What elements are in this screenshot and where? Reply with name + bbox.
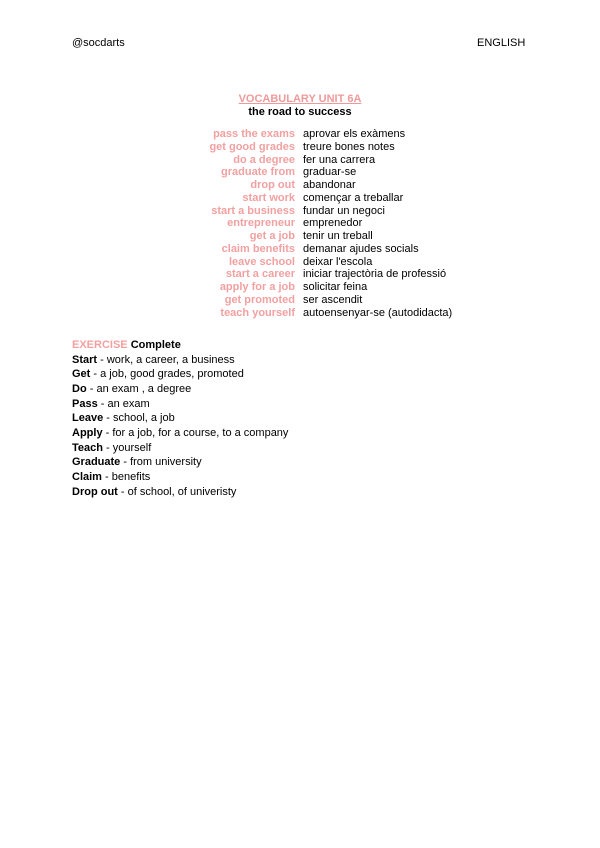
vocab-row — [150, 256, 530, 269]
vocab-term: get promoted — [224, 293, 295, 306]
exercise-collocations: - from university — [120, 456, 202, 469]
vocab-translation: deixar l'escola — [303, 255, 373, 268]
exercise-verb: Claim — [72, 471, 102, 484]
vocab-translation: abandonar — [303, 179, 356, 191]
exercise-collocations: - an exam — [97, 397, 150, 410]
exercise-verb: Get — [72, 368, 91, 381]
vocab-row — [150, 179, 530, 192]
vocab-row — [150, 141, 530, 154]
vocab-translation: començar a treballar — [303, 191, 404, 204]
exercise-verb: Start — [72, 353, 98, 366]
exercise-item — [72, 441, 288, 456]
exercise-item — [72, 382, 288, 397]
vocab-translation: solicitar feina — [303, 281, 368, 293]
vocab-term: get good grades — [209, 140, 295, 153]
exercise-collocations: - work, a career, a business — [97, 353, 235, 366]
exercise-collocations: - benefits — [101, 471, 151, 484]
vocab-row — [150, 307, 530, 320]
vocabulary-list — [150, 128, 530, 319]
vocab-term: do a degree — [233, 153, 295, 166]
exercise-verb: Do — [72, 382, 87, 395]
exercise-item — [72, 426, 288, 441]
exercise-label: EXERCISE — [72, 339, 128, 351]
vocab-translation: autoensenyar-se (autodidacta) — [303, 306, 453, 319]
vocab-translation: fer una carrera — [303, 153, 376, 166]
vocab-term: entrepreneur — [227, 217, 295, 230]
vocab-translation: emprenedor — [303, 217, 363, 230]
exercise-verb: Teach — [72, 441, 103, 454]
vocab-translation: treure bones notes — [303, 140, 395, 153]
vocab-translation: ser ascendit — [303, 293, 363, 306]
vocab-row — [150, 281, 530, 294]
vocab-term: start a career — [225, 268, 295, 281]
vocab-row — [150, 154, 530, 167]
vocab-translation: iniciar trajectòria de professió — [303, 268, 447, 281]
vocab-translation: fundar un negoci — [303, 204, 385, 217]
exercise-verb: Leave — [72, 412, 104, 425]
vocab-row — [150, 217, 530, 230]
vocab-row — [150, 230, 530, 243]
header-subject: ENGLISH — [477, 37, 526, 49]
vocab-term: graduate from — [221, 166, 295, 179]
vocab-term: claim benefits — [221, 242, 295, 255]
vocab-translation: tenir un treball — [303, 230, 373, 242]
exercise-item — [72, 485, 288, 500]
exercise-item — [72, 411, 288, 426]
exercise-item — [72, 397, 288, 412]
vocab-term: get a job — [249, 230, 295, 242]
page-subtitle: the road to success — [248, 106, 352, 118]
exercise-collocations: - for a job, for a course, to a company — [102, 427, 289, 440]
exercise-collocations: - an exam , a degree — [86, 382, 192, 395]
exercise-heading: Complete — [130, 339, 181, 351]
vocab-translation: graduar-se — [303, 166, 357, 179]
page-title: VOCABULARY UNIT 6A — [238, 93, 362, 105]
exercise-verb: Graduate — [72, 456, 121, 469]
vocab-term: drop out — [250, 179, 295, 191]
exercise-verb: Drop out — [72, 485, 118, 498]
vocab-term: pass the exams — [213, 128, 295, 140]
vocab-row — [150, 205, 530, 218]
vocab-row — [150, 268, 530, 281]
exercise-collocations: - yourself — [102, 441, 152, 454]
vocab-translation: demanar ajudes socials — [303, 242, 419, 255]
vocab-term: start work — [242, 191, 295, 204]
vocab-term: apply for a job — [219, 281, 295, 293]
header-handle: @socdarts — [72, 37, 125, 49]
vocab-row — [150, 166, 530, 179]
exercise-section — [72, 338, 288, 500]
vocab-term: start a business — [211, 204, 295, 217]
vocab-row — [150, 243, 530, 256]
exercise-collocations: - of school, of univeristy — [117, 485, 237, 498]
vocab-row — [150, 294, 530, 307]
vocab-term: leave school — [228, 255, 295, 268]
exercise-item — [72, 353, 288, 368]
exercise-item — [72, 455, 288, 470]
exercise-verb: Pass — [72, 397, 98, 410]
vocab-row — [150, 128, 530, 141]
vocab-term: teach yourself — [220, 306, 295, 319]
exercise-item — [72, 470, 288, 485]
exercise-collocations: - school, a job — [103, 412, 175, 425]
exercise-verb: Apply — [72, 427, 103, 440]
exercise-collocations: - a job, good grades, promoted — [90, 368, 244, 381]
exercise-item — [72, 367, 288, 382]
vocab-translation: aprovar els exàmens — [303, 128, 406, 140]
exercise-title — [72, 338, 288, 353]
vocab-row — [150, 192, 530, 205]
